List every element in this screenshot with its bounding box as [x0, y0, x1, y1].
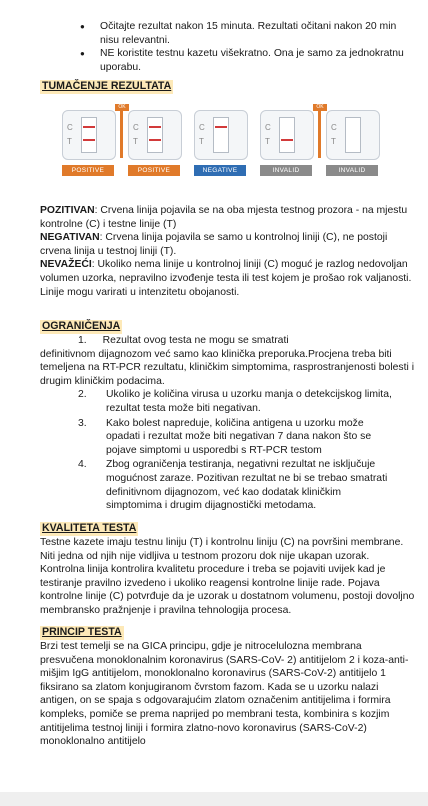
ok-marker-label: OK [115, 104, 129, 111]
positive-text: : Crvena linija pojavila se na oba mjesta testnog prozora - na mjestu kontrolne (C) i testne linije (T) [40, 205, 408, 230]
bullet-item: ● Očitajte rezultat nakon 15 minuta. Rezultati očitani nakon 20 min nisu relevantni. [100, 20, 410, 47]
limitation-number: 1. [78, 335, 87, 346]
limitation-item-1-first [40, 334, 416, 348]
negative-paragraph [40, 231, 416, 258]
bullet-item: ● NE koristite testnu kazetu višekratno. Ona je samo za jednokratnu uporabu. [100, 47, 410, 74]
test-line-label: T [199, 137, 204, 146]
limitation-item-1-rest: definitivnom dijagnozom već samo kao klinička preporuka.Procjena treba biti temeljena na RT-PCR rezultatu, kliničkim simptomima, rasprostranjenosti bolesti i drugim kliničkim podacima. [40, 348, 415, 387]
test-line-label: T [67, 137, 72, 146]
result-window [81, 117, 97, 153]
invalid-paragraph [40, 258, 416, 285]
section-title-limitations: OGRANIČENJA [42, 320, 121, 332]
limitations-list [40, 334, 416, 514]
ok-marker-bar [318, 104, 321, 158]
test-cassette [260, 110, 314, 160]
section-title-principle: PRINCIP TESTA [42, 626, 122, 638]
principle-text: Brzi test temelji se na GICA principu, gdje je nitrocelulozna membrana presvučena monoklonalnim koronavirus (SARS-CoV- 2) antitijelom 2 i koza-anti-mišjim IgG antitijelom, monoklonalno koronavirus (SARS-CoV-2) antitijelo 1 fiksirano sa zlatom konjugiranom čvrstom fazom. Kada se u uzorku nalazi antigen, on se spaja s odgovarajućim zlatom označenim antitijelima i formira kompleks, pomiče se prema naprijed po membrani testa, kombinira s kozjim antitijelima testnoj liniji i formira zlatno-novo koronavirus (SARS-CoV-2) monoklonalno antitijelo [40, 641, 409, 748]
test-cassette [326, 110, 380, 160]
limitation-text: Zbog ograničenja testiranja, negativni rezultat ne isključuje mogućnost zaraze. Pozitivan rezultat ne bi se trebao smatrati definitivnom dijagnozom, već kao dodatak kliničkim simptomima i drugim dijagnostički metodama. [106, 459, 388, 512]
result-window [345, 117, 361, 153]
ok-marker-bar [120, 104, 123, 158]
limitation-items [78, 388, 416, 512]
control-line-label: C [67, 123, 73, 132]
test-results-figure [62, 104, 366, 184]
control-line-label: C [331, 123, 337, 132]
control-line-label: C [133, 123, 139, 132]
negative-text: : Crvena linija pojavila se samo u kontrolnoj liniji (C), ne postoji crvena linija u testnoj liniji (T). [40, 232, 388, 257]
ok-marker-label: OK [313, 104, 327, 111]
control-line [149, 126, 161, 128]
result-tag: INVALID [260, 165, 312, 176]
negative-label: NEGATIVAN [40, 232, 100, 244]
result-tag: POSITIVE [128, 165, 180, 176]
invalid-label: NEVAŽEĆI [40, 259, 92, 271]
test-line [149, 139, 161, 141]
limitation-text: Rezultat ovog testa ne mogu se smatrati [102, 335, 289, 346]
positive-paragraph [40, 204, 416, 231]
section-title-interpretation: TUMAČENJE REZULTATA [42, 80, 172, 92]
test-line [281, 139, 293, 141]
test-line-label: T [331, 137, 336, 146]
result-window [147, 117, 163, 153]
section-title-quality: KVALITETA TESTA [42, 522, 137, 534]
limitation-text: Ukoliko je količina virusa u uzorku manja o detekcijskog limita, rezultat testa može biti negativan. [106, 389, 392, 414]
control-line-label: C [199, 123, 205, 132]
quality-text: Testne kazete imaju testnu liniju (T) i kontrolnu liniju (C) na površini membrane. Niti jedna od njih nije vidljiva u testnom prozoru dok nije ukapan uzorak. Kontrolna linija kontrolira kvalitetu procedure i treba se pojaviti uvijek kad je testiranje pravilno izvedeno i ukoliko reagensi kontrolne linije rade. Pojava kontrolne linije (C) potvrđuje da je uzorak u dostatnom volumenu, postoji dovoljno membransko pražnjenje i pravilna tehnologija procesa. [40, 537, 415, 616]
limitation-number: 4. [78, 459, 87, 471]
test-line [83, 139, 95, 141]
test-line-label: T [133, 137, 138, 146]
positive-label: POZITIVAN [40, 205, 95, 216]
test-cassette [128, 110, 182, 160]
control-line [83, 126, 95, 128]
limitation-item [78, 417, 396, 458]
interpretation-text [40, 204, 416, 299]
control-line [215, 126, 227, 128]
result-tag: INVALID [326, 165, 378, 176]
test-cassette [62, 110, 116, 160]
limitation-item [78, 388, 396, 415]
test-line-label: T [265, 137, 270, 146]
control-line-label: C [265, 123, 271, 132]
page-bottom-edge [0, 792, 428, 806]
instructions-list [100, 20, 410, 74]
limitation-number: 3. [78, 417, 87, 429]
result-tag: NEGATIVE [194, 165, 246, 176]
result-window [279, 117, 295, 153]
limitation-text: Kako bolest napreduje, količina antigena u uzorku može opadati i rezultat može biti negativan 7 dana nakon što se pojave simptomi u usporedbi s RT-PCR testom [106, 417, 372, 456]
test-cassette [194, 110, 248, 160]
intensity-note: Linije mogu varirati u intenzitetu obojanosti. [40, 286, 240, 298]
limitation-number: 2. [78, 389, 87, 401]
result-tag: POSITIVE [62, 165, 114, 176]
limitation-item [78, 458, 396, 512]
result-window [213, 117, 229, 153]
invalid-text: : Ukoliko nema linije u kontrolnoj liniji (C) moguć je razlog nedovoljan volumen uzorka, nepravilno izvođenje testa ili test kojem je prošao rok valjanosti. [40, 259, 412, 284]
